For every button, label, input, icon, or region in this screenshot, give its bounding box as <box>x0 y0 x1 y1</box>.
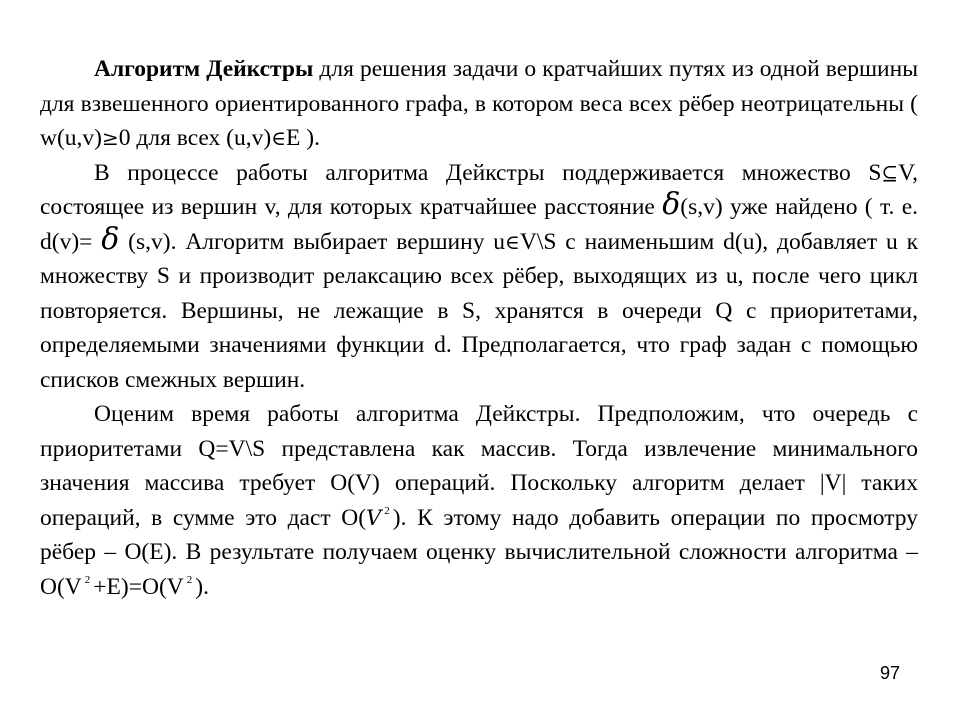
p2-text-1: В процессе работы алгоритма Дейкстры поддерживается множество S <box>94 159 882 186</box>
p3-text-4: ). <box>195 573 209 600</box>
body-text <box>40 52 918 604</box>
exponent-3: 2 <box>186 573 193 586</box>
p3-text-2: ). К этому надо добавить операции по просмотру рёбер – O(E). В результате получаем оценку вычислительной сложности алгоритма – O(V <box>40 504 918 600</box>
exponent-2: 2 <box>84 573 91 586</box>
element-of-symbol: ∈ <box>271 126 287 150</box>
p1-text-3: E ). <box>286 125 320 151</box>
v-squared-base: V <box>366 505 382 530</box>
p2-text-5: V\S с наименьшим d(u), добавляет u к множеству S и производит релаксацию всех рёбер, выходящих из u, после чего цикл повторяется. Вершины, не лежащие в S, хранятся в очереди Q с приоритетами, определяемыми значениями функции d. Предполагается, что граф задан с помощью списков смежных вершин. <box>40 228 919 393</box>
p2-text-4: (s,v). Алгоритм выбирает вершину u <box>119 228 506 255</box>
paragraph-2 <box>40 156 918 398</box>
delta-symbol-2: δ <box>101 221 120 257</box>
element-of-symbol-2: ∈ <box>505 229 520 254</box>
subseteq-symbol: ⊆ <box>881 160 899 185</box>
p2-text-3: (s,v) уже найдено ( т. е. d(v)= <box>40 194 918 255</box>
paragraph-3 <box>40 397 918 604</box>
p3-text-3: +E)=O(V <box>93 573 184 600</box>
delta-symbol-1: δ <box>662 187 681 222</box>
p3-text-1: Оценим время работы алгоритма Дейкстры. Предположим, что очередь с приоритетами Q=V\S представлена как массив. Тогда извлечение минимального значения массива требует O(V) операций. Поскольку алгоритм делает |V| таких операций, в сумме это даст O( <box>40 401 918 531</box>
p1-text-1: для решения задачи о кратчайших путях из одной вершины для взвешенного ориентированного графа, в котором веса всех рёбер неотрицательны ( w(u,v) <box>40 56 918 151</box>
exponent-1: 2 <box>384 504 390 517</box>
p1-text-2: 0 для всех (u,v) <box>118 125 272 151</box>
geq-symbol: ≥ <box>102 126 119 150</box>
algorithm-title: Алгоритм Дейкстры <box>94 56 314 82</box>
paragraph-1 <box>40 52 918 156</box>
p2-text-2: V, состоящее из вершин v, для которых кратчайшее расстояние <box>40 159 918 220</box>
page-number: 97 <box>879 663 900 683</box>
